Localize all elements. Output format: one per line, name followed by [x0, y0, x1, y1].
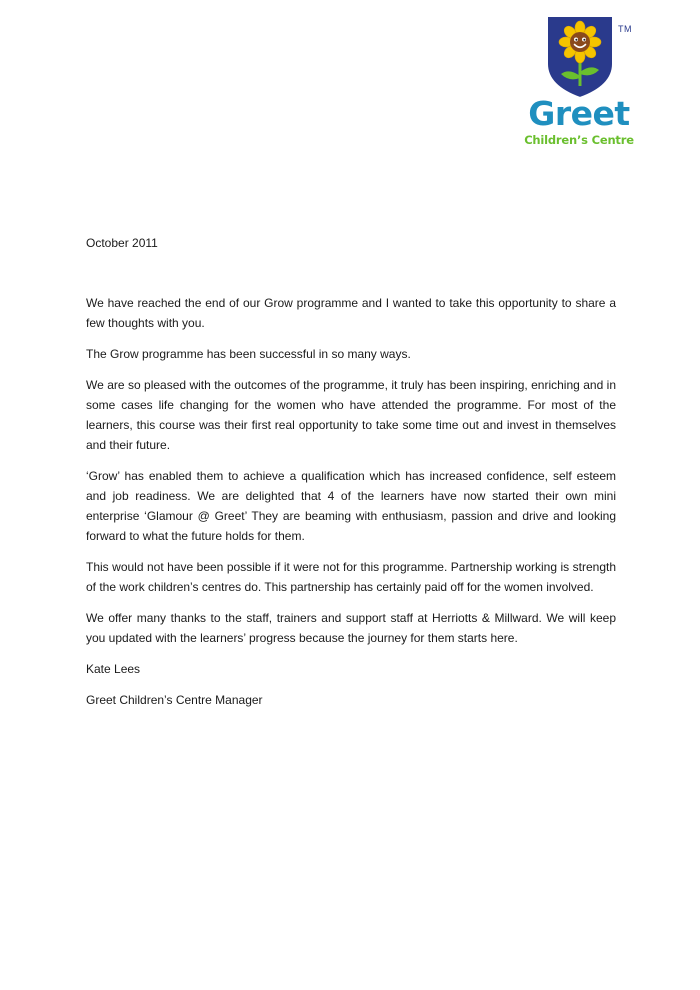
letter-paragraph: This would not have been possible if it were not for this programme. Partnership working is strength of the work children’s centres do. This partnership has certainly paid off for the women involved.	[86, 560, 616, 594]
letter-paragraph: We offer many thanks to the staff, trainers and support staff at Herriotts & Millward. We will keep you updated with the learners’ progress because the journey for them starts here.	[86, 611, 616, 645]
greet-childrens-centre-logo	[522, 14, 642, 150]
signature-title: Greet Children’s Centre Manager	[86, 693, 263, 707]
signature-name: Kate Lees	[86, 662, 141, 676]
letter-paragraph: The Grow programme has been successful in so many ways.	[86, 347, 411, 361]
logo-subtitle: Children’s Centre	[524, 133, 634, 147]
letter-paragraph: We are so pleased with the outcomes of the programme, it truly has been inspiring, enriching and in some cases life changing for the women who have attended the programme. For most of the learners, this course was their first real opportunity to take some time out and invest in themselves and their future.	[86, 378, 616, 452]
letter-paragraph: ‘Grow’ has enabled them to achieve a qualification which has increased confidence, self esteem and job readiness. We are delighted that 4 of the learners have now started their own mini enterprise ‘Glamour @ Greet’ They are beaming with enthusiasm, passion and drive and looking forward to what the future holds for them.	[86, 469, 616, 543]
logo-name: Greet	[528, 94, 630, 133]
letter-paragraph: We have reached the end of our Grow programme and I wanted to take this opportunity to share a few thoughts with you.	[86, 296, 616, 330]
letter-date: October 2011	[86, 236, 158, 250]
letter-body	[86, 233, 616, 721]
trademark-symbol: TM	[618, 24, 632, 34]
sunflower-shield-icon	[545, 14, 615, 100]
